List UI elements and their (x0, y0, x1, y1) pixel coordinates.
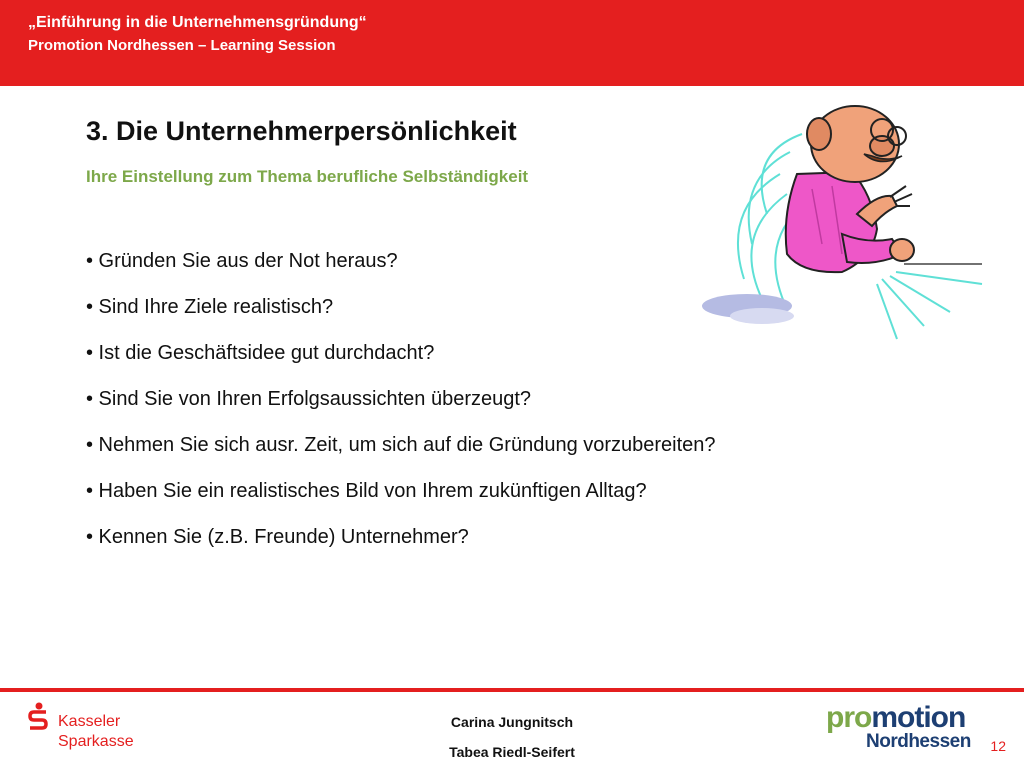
author-name: Tabea Riedl-Seifert (449, 744, 575, 760)
bullet-item: • Haben Sie ein realistisches Bild von Ihrem zukünftigen Alltag? (86, 480, 647, 502)
slide-title: 3. Die Unternehmerpersönlichkeit (86, 116, 517, 146)
author-name: Carina Jungnitsch (450, 714, 574, 730)
bullet-item: • Nehmen Sie sich ausr. Zeit, um sich auf die Gründung vorzubereiten? (86, 434, 716, 456)
footer-divider (0, 688, 1024, 692)
bullet-item: • Gründen Sie aus der Not heraus? (86, 250, 398, 272)
slide-subtitle: Ihre Einstellung zum Thema berufliche Selbständigkeit (86, 167, 529, 186)
slide-header (0, 0, 1024, 86)
promotion-pro: pro (826, 701, 872, 734)
bullet-list (86, 248, 716, 570)
sparkasse-name-line2: Sparkasse (58, 733, 134, 750)
header-subtitle: Promotion Nordhessen – Learning Session (28, 37, 336, 54)
page-number: 12 (990, 738, 1006, 754)
promotion-wordmark (826, 702, 966, 734)
bullet-item: • Sind Ihre Ziele realistisch? (86, 296, 334, 318)
bullet-item: • Ist die Geschäftsidee gut durchdacht? (86, 342, 435, 364)
promotion-subtitle: Nordhessen (866, 731, 971, 752)
header-title: „Einführung in die Unternehmensgründung“ (28, 14, 367, 31)
promotion-nordhessen-logo (826, 701, 971, 752)
promotion-motion: motion (871, 701, 966, 734)
bullet-item: • Sind Sie von Ihren Erfolgsaussichten überzeugt? (86, 388, 532, 410)
thinking-man-clipart-icon (692, 94, 992, 354)
bullet-item: • Kennen Sie (z.B. Freunde) Unternehmer? (86, 526, 469, 548)
sparkasse-name-line1: Kasseler (58, 713, 121, 730)
